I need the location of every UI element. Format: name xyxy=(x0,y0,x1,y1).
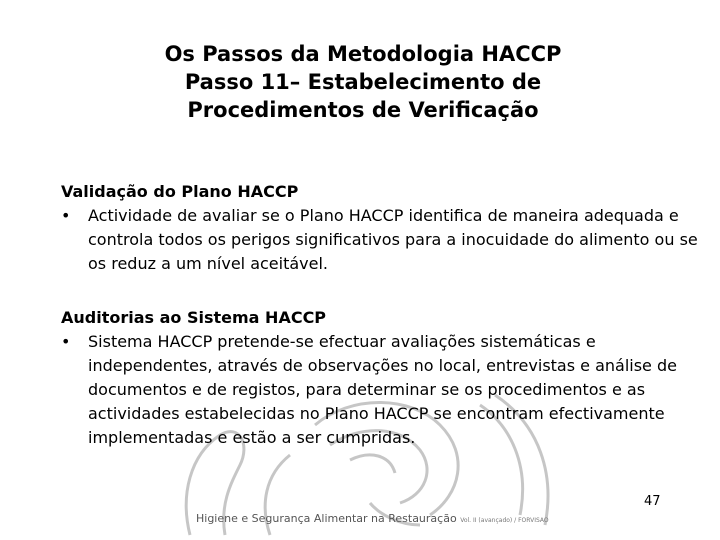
bullet-list xyxy=(61,204,701,276)
bullet-text: Actividade de avaliar se o Plano HACCP identifica de maneira adequada e controla todos os perigos significativos para a inocuidade do alimento ou se os reduz a um nível aceitável. xyxy=(88,206,698,273)
section-heading: Auditorias ao Sistema HACCP xyxy=(61,308,327,327)
page-number: 47 xyxy=(644,494,661,509)
bullet-icon: • xyxy=(61,332,71,351)
section-auditorias xyxy=(61,306,701,450)
footer-title: Higiene e Segurança Alimentar na Restauração xyxy=(196,512,457,525)
title-line-1: Os Passos da Metodologia HACCP xyxy=(164,42,562,66)
bullet-list xyxy=(61,330,701,450)
slide-title xyxy=(0,40,720,124)
footer-subtitle: Vol. II (avançado) / FORVISAO xyxy=(460,517,549,524)
footer xyxy=(196,512,549,525)
section-validacao xyxy=(61,180,701,276)
list-item xyxy=(61,330,701,450)
bullet-icon: • xyxy=(61,206,71,225)
list-item xyxy=(61,204,701,276)
title-line-3: Procedimentos de Verificação xyxy=(187,98,539,122)
title-line-2: Passo 11– Estabelecimento de xyxy=(184,70,542,94)
section-heading: Validação do Plano HACCP xyxy=(61,182,299,201)
bullet-text: Sistema HACCP pretende-se efectuar avaliações sistemáticas e independentes, através de observações no local, entrevistas e análise de documentos e de registos, para determinar se os procedimentos e as actividades estabelecidas no Plano HACCP se encontram efectivamente implementadas e estão a ser cumpridas. xyxy=(88,332,677,447)
